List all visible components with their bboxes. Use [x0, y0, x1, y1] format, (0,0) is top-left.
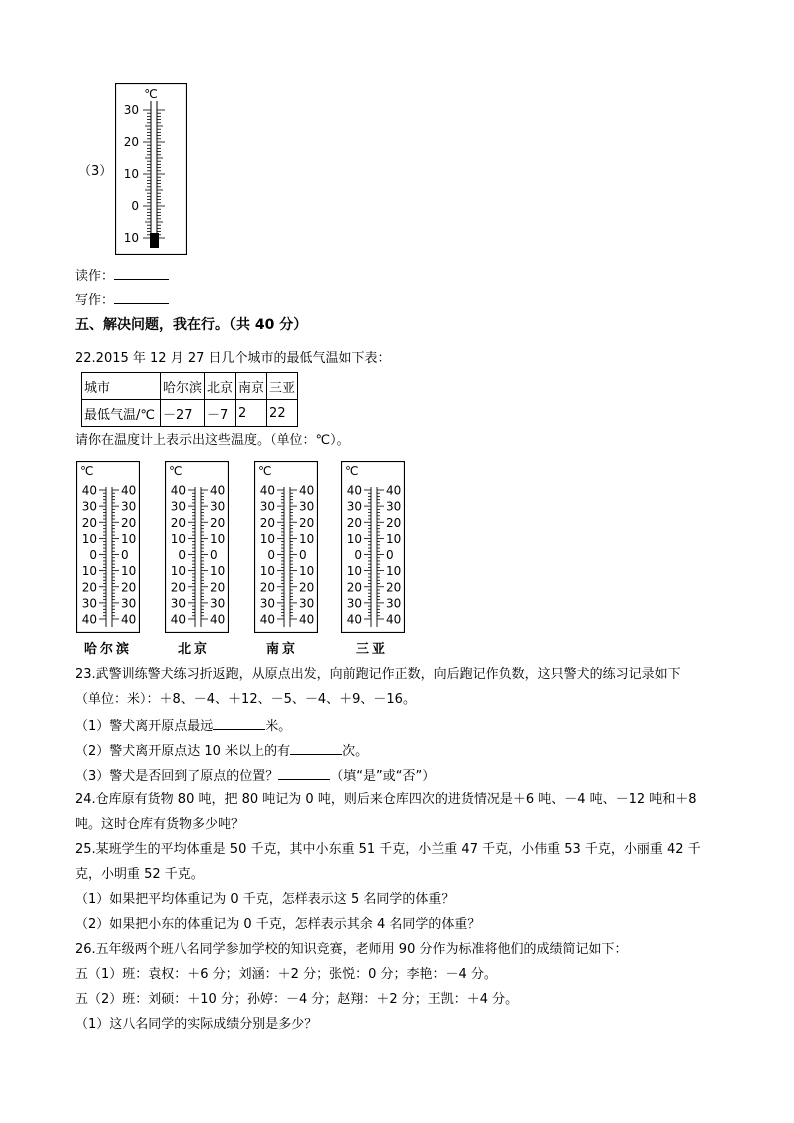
scale-label: 20 — [346, 515, 362, 530]
scale-label: 30 — [170, 596, 186, 611]
table-cell: 最低气温/℃ — [82, 400, 161, 427]
q23-text1: 23.武警训练警犬练习折返跑，从原点出发，向前跑记作正数，向后跑记作负数，这只警犬的练习记录如下 — [75, 667, 681, 682]
scale-label: 20 — [210, 515, 226, 530]
scale-label: 40 — [346, 483, 362, 498]
scale-label: 10 — [346, 531, 362, 546]
q3-unit: ℃ — [144, 87, 158, 101]
answer-blank[interactable] — [213, 716, 265, 730]
city-thermometer[interactable] — [254, 461, 318, 633]
scale-label: 0 — [178, 548, 186, 562]
scale-label: 40 — [170, 483, 186, 498]
scale-label: 30 — [299, 596, 315, 611]
q26-class1: 五（1）班：袁权：＋6 分；刘涵：＋2 分；张悦：0 分；李艳：－4 分。 — [75, 967, 497, 982]
scale-label: 0 — [386, 548, 394, 562]
scale-label: 30 — [170, 499, 186, 514]
scale-label: 30 — [210, 499, 226, 514]
unit-label: ℃ — [345, 464, 359, 478]
scale-label: 30 — [259, 596, 275, 611]
q25-sub2: （2）如果把小东的体重记为 0 千克，怎样表示其余 4 名同学的体重？ — [75, 917, 481, 932]
scale-label: 10 — [123, 167, 139, 181]
scale-label: 40 — [81, 483, 97, 498]
scale-label: 10 — [121, 531, 137, 546]
scale-label: 20 — [299, 580, 315, 595]
scale-label: 30 — [386, 596, 402, 611]
scale-label: 10 — [386, 564, 402, 579]
q23-sub1-unit: 米。 — [265, 719, 292, 734]
scale-label: 20 — [386, 515, 402, 530]
scale-label: 10 — [299, 531, 315, 546]
scale-label: 40 — [299, 612, 315, 627]
scale-label: 10 — [121, 564, 137, 579]
scale-label: 0 — [210, 548, 218, 562]
table-row — [82, 373, 298, 400]
table-cell: －27 — [161, 400, 205, 427]
scale-label: 20 — [170, 515, 186, 530]
unit-label: ℃ — [258, 464, 272, 478]
table-cell: 南京 — [236, 373, 267, 400]
city-label: 哈尔滨 — [84, 642, 133, 657]
scale-label: 20 — [121, 515, 137, 530]
reading-label: 读作： — [75, 269, 115, 284]
city-thermometer[interactable] — [165, 461, 229, 633]
city-label: 三亚 — [356, 642, 389, 657]
q25-sub1: （1）如果把平均体重记为 0 千克，怎样表示这 5 名同学的体重？ — [75, 892, 455, 907]
city-thermometer[interactable] — [76, 461, 140, 633]
scale-label: 30 — [259, 499, 275, 514]
q3-label: （3） — [78, 164, 113, 179]
q23-sub3-hint: （填“是”或“否”） — [330, 769, 436, 784]
writing-label: 写作： — [75, 293, 115, 308]
scale-label: 10 — [81, 564, 97, 579]
scale-label: 20 — [346, 580, 362, 595]
scale-label: 10 — [259, 564, 275, 579]
city-label: 北京 — [178, 642, 211, 657]
scale-label: 40 — [81, 612, 97, 627]
scale-label: 30 — [81, 499, 97, 514]
reading-line — [75, 266, 169, 286]
scale-label: 40 — [210, 483, 226, 498]
scale-label: 10 — [123, 231, 139, 245]
q26-class2: 五（2）班：刘硕：＋10 分；孙婷：－4 分；赵翔：＋2 分；王凯：＋4 分。 — [75, 992, 519, 1007]
scale-label: 30 — [123, 103, 139, 117]
scale-label: 10 — [210, 564, 226, 579]
q23-sub3 — [75, 766, 435, 786]
scale-label: 10 — [259, 531, 275, 546]
table-cell: －7 — [205, 400, 236, 427]
scale-label: 0 — [299, 548, 307, 562]
scale-label: 40 — [170, 612, 186, 627]
scale-label: 10 — [170, 564, 186, 579]
table-cell: 2 — [236, 400, 267, 427]
scale-label: 40 — [259, 612, 275, 627]
scale-label: 0 — [121, 548, 129, 562]
scale-label: 40 — [299, 483, 315, 498]
scale-label: 30 — [210, 596, 226, 611]
scale-label: 30 — [299, 499, 315, 514]
table-cell: 北京 — [205, 373, 236, 400]
q25-text2: 克，小明重 52 千克。 — [75, 867, 204, 882]
scale-label: 10 — [210, 531, 226, 546]
scale-label: 10 — [81, 531, 97, 546]
writing-line — [75, 290, 169, 310]
q26-text1: 26.五年级两个班八名同学参加学校的知识竞赛，老师用 90 分作为标准将他们的成绩简记如下： — [75, 942, 628, 957]
scale-label: 40 — [259, 483, 275, 498]
scale-label: 20 — [123, 135, 139, 149]
table-row — [82, 400, 298, 427]
scale-label: 20 — [81, 580, 97, 595]
city-label: 南京 — [266, 642, 299, 657]
scale-label: 30 — [81, 596, 97, 611]
scale-label: 30 — [121, 499, 137, 514]
scale-label: 20 — [210, 580, 226, 595]
answer-blank[interactable] — [278, 766, 330, 780]
unit-label: ℃ — [80, 464, 94, 478]
q23-sub1 — [75, 716, 291, 736]
scale-label: 30 — [386, 499, 402, 514]
temperature-table — [81, 372, 298, 427]
scale-label: 30 — [121, 596, 137, 611]
scale-label: 10 — [170, 531, 186, 546]
q24-text2: 吨。这时仓库有货物多少吨？ — [75, 817, 245, 832]
scale-label: 20 — [81, 515, 97, 530]
q26-sub1: （1）这八名同学的实际成绩分别是多少？ — [75, 1017, 318, 1032]
q23-sub3-text: （3）警犬是否回到了原点的位置？ — [75, 769, 279, 784]
scale-label: 0 — [131, 199, 139, 213]
scale-label: 0 — [89, 548, 97, 562]
unit-label: ℃ — [169, 464, 183, 478]
scale-label: 20 — [386, 580, 402, 595]
q23-text2: （单位：米）：＋8、－4、＋12、－5、－4、＋9、－16。 — [75, 692, 416, 707]
scale-label: 40 — [386, 612, 402, 627]
section5-title: 五、解决问题，我在行。（共 40 分） — [75, 317, 308, 333]
scale-label: 40 — [121, 612, 137, 627]
scale-label: 20 — [299, 515, 315, 530]
table-cell: 三亚 — [267, 373, 298, 400]
q24-text1: 24.仓库原有货物 80 吨，把 80 吨记为 0 吨，则后来仓库四次的进货情况是＋6 吨、－4 吨、－12 吨和＋8 — [75, 792, 697, 807]
scale-label: 0 — [267, 548, 275, 562]
scale-label: 40 — [386, 483, 402, 498]
scale-label: 40 — [121, 483, 137, 498]
q3-thermometer — [115, 83, 187, 255]
scale-label: 40 — [346, 612, 362, 627]
table-cell: 22 — [267, 400, 298, 427]
scale-label: 0 — [354, 548, 362, 562]
scale-label: 10 — [346, 564, 362, 579]
table-cell: 哈尔滨 — [161, 373, 205, 400]
reading-blank[interactable] — [114, 266, 169, 280]
answer-blank[interactable] — [290, 741, 342, 755]
scale-label: 10 — [386, 531, 402, 546]
q23-sub2 — [75, 741, 368, 761]
scale-label: 30 — [346, 596, 362, 611]
scale-label: 20 — [259, 515, 275, 530]
scale-label: 30 — [346, 499, 362, 514]
q25-text1: 25.某班学生的平均体重是 50 千克，其中小东重 51 千克，小兰重 47 千克，小伟重 53 千克，小丽重 42 千 — [75, 842, 701, 857]
city-thermometer[interactable] — [341, 461, 405, 633]
q23-sub1-text: （1）警犬离开原点最远 — [75, 719, 214, 734]
scale-label: 20 — [170, 580, 186, 595]
scale-label: 40 — [210, 612, 226, 627]
q23-sub2-text: （2）警犬离开原点达 10 米以上的有 — [75, 744, 291, 759]
writing-blank[interactable] — [114, 290, 169, 304]
scale-label: 10 — [299, 564, 315, 579]
q22-text: 22.2015 年 12 月 27 日几个城市的最低气温如下表： — [75, 351, 391, 366]
q22-instruction: 请你在温度计上表示出这些温度。（单位：℃）。 — [75, 433, 350, 448]
scale-label: 20 — [121, 580, 137, 595]
table-cell: 城市 — [82, 373, 161, 400]
scale-label: 20 — [259, 580, 275, 595]
q23-sub2-unit: 次。 — [342, 744, 369, 759]
